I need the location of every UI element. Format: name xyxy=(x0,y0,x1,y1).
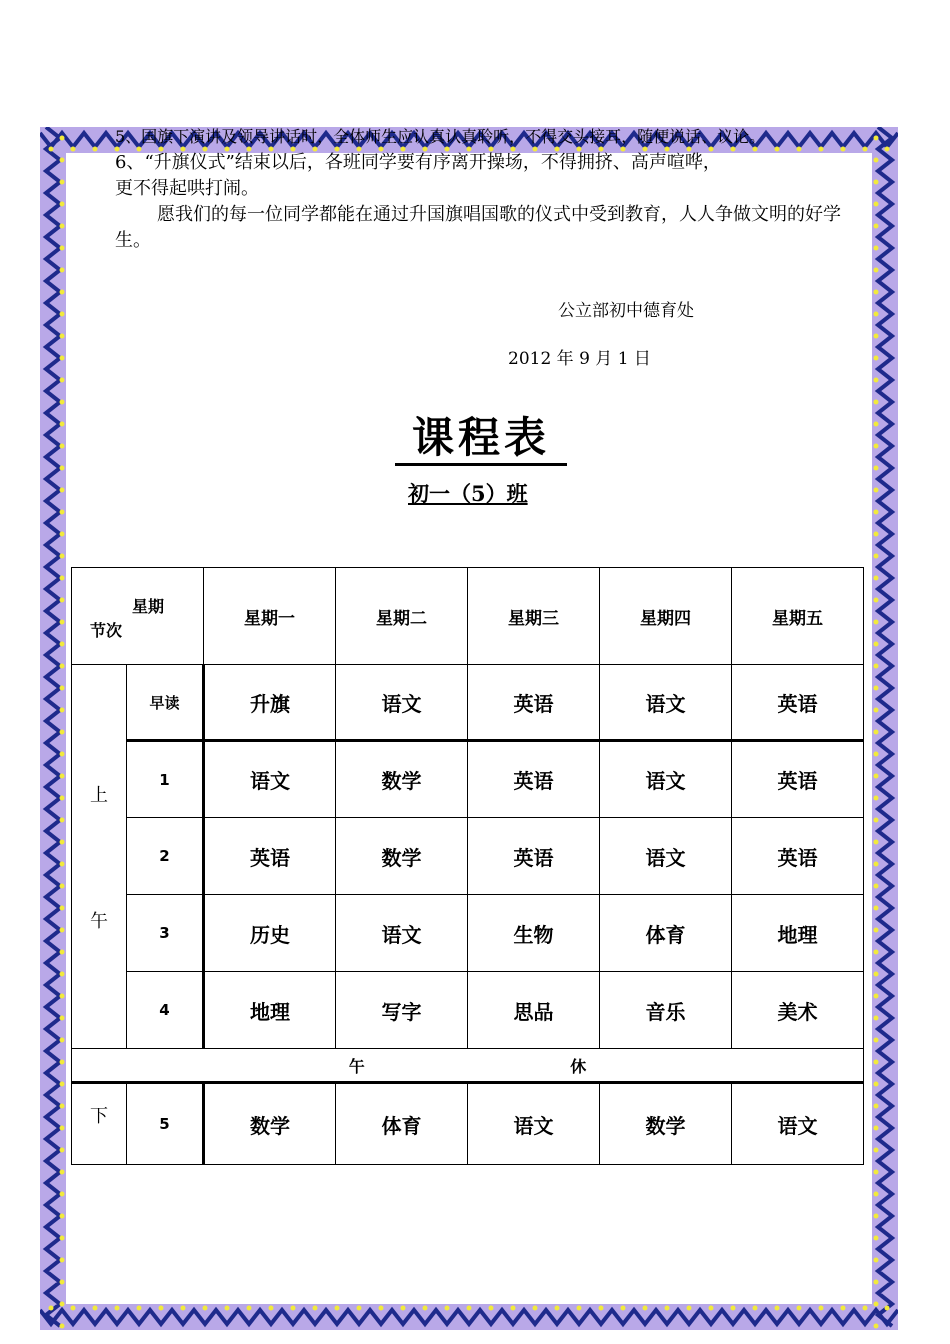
course-cell: 数学 xyxy=(204,1083,336,1165)
course-cell: 英语 xyxy=(732,741,864,818)
course-cell: 英语 xyxy=(732,665,864,741)
notice-item-5: 5、国旗下演讲及领导讲话时，全体师生应认真认真聆听，不得交头接耳，随便说话、议论。 xyxy=(115,127,766,146)
course-cell: 数学 xyxy=(336,818,468,895)
closing-paragraph: 愿我们的每一位同学都能在通过升国旗唱国歌的仪式中受到教育，人人争做文明的好学生。 xyxy=(115,204,841,251)
period-cell: 早读 xyxy=(127,665,204,741)
course-cell: 语文 xyxy=(600,665,732,741)
course-cell: 思品 xyxy=(468,972,600,1049)
period-cell: 5 xyxy=(127,1083,204,1165)
title-underline xyxy=(395,463,567,466)
course-cell: 语文 xyxy=(204,741,336,818)
course-cell: 英语 xyxy=(468,665,600,741)
course-cell: 体育 xyxy=(600,895,732,972)
table-row xyxy=(72,818,864,895)
course-cell: 写字 xyxy=(336,972,468,1049)
course-cell: 英语 xyxy=(204,818,336,895)
page-title: 课程表 xyxy=(411,413,550,462)
course-cell: 美术 xyxy=(732,972,864,1049)
date: 2012 年 9 月 1 日 xyxy=(508,349,651,369)
notice-item-6-cont: 更不得起哄打闹。 xyxy=(115,178,259,199)
corner-cell xyxy=(72,568,204,665)
table-row xyxy=(72,972,864,1049)
day-header: 星期五 xyxy=(732,568,864,665)
course-cell: 数学 xyxy=(600,1083,732,1165)
day-header: 星期一 xyxy=(204,568,336,665)
morning-label xyxy=(72,665,127,1049)
course-cell: 数学 xyxy=(336,741,468,818)
course-cell: 英语 xyxy=(732,818,864,895)
period-cell: 1 xyxy=(127,741,204,818)
class-name: 初一（5）班 xyxy=(408,481,528,506)
course-cell: 地理 xyxy=(732,895,864,972)
table-row xyxy=(72,665,864,741)
notice-item-6: 6、“升旗仪式”结束以后，各班同学要有序离开操场，不得拥挤、高声喧哗， xyxy=(115,152,721,173)
period-cell: 3 xyxy=(127,895,204,972)
morning-label-char: 午 xyxy=(90,910,108,932)
course-cell: 语文 xyxy=(336,895,468,972)
table-row xyxy=(72,1083,864,1165)
noon-break-row xyxy=(72,1049,864,1083)
corner-day-label: 星期 xyxy=(132,597,165,616)
course-cell: 语文 xyxy=(336,665,468,741)
course-cell: 语文 xyxy=(468,1083,600,1165)
course-cell: 生物 xyxy=(468,895,600,972)
day-header: 星期四 xyxy=(600,568,732,665)
corner-period-label: 节次 xyxy=(90,621,123,640)
course-cell: 体育 xyxy=(336,1083,468,1165)
morning-label-char: 上 xyxy=(90,784,108,806)
day-header: 星期二 xyxy=(336,568,468,665)
timetable xyxy=(71,567,864,1165)
course-cell: 地理 xyxy=(204,972,336,1049)
period-cell: 2 xyxy=(127,818,204,895)
course-cell: 音乐 xyxy=(600,972,732,1049)
course-cell: 语文 xyxy=(732,1083,864,1165)
course-cell: 历史 xyxy=(204,895,336,972)
period-cell: 4 xyxy=(127,972,204,1049)
notice-text xyxy=(115,124,855,254)
noon-break-char: 午 xyxy=(348,1056,365,1076)
day-header: 星期三 xyxy=(468,568,600,665)
signature: 公立部初中德育处 xyxy=(558,301,694,321)
header-row xyxy=(72,568,864,665)
course-cell: 语文 xyxy=(600,741,732,818)
course-cell: 英语 xyxy=(468,818,600,895)
afternoon-label: 下 xyxy=(72,1083,127,1165)
noon-break-cell xyxy=(72,1049,864,1083)
noon-break-char: 休 xyxy=(570,1056,587,1076)
table-row xyxy=(72,741,864,818)
table-row xyxy=(72,895,864,972)
course-cell: 升旗 xyxy=(204,665,336,741)
course-cell: 英语 xyxy=(468,741,600,818)
course-cell: 语文 xyxy=(600,818,732,895)
